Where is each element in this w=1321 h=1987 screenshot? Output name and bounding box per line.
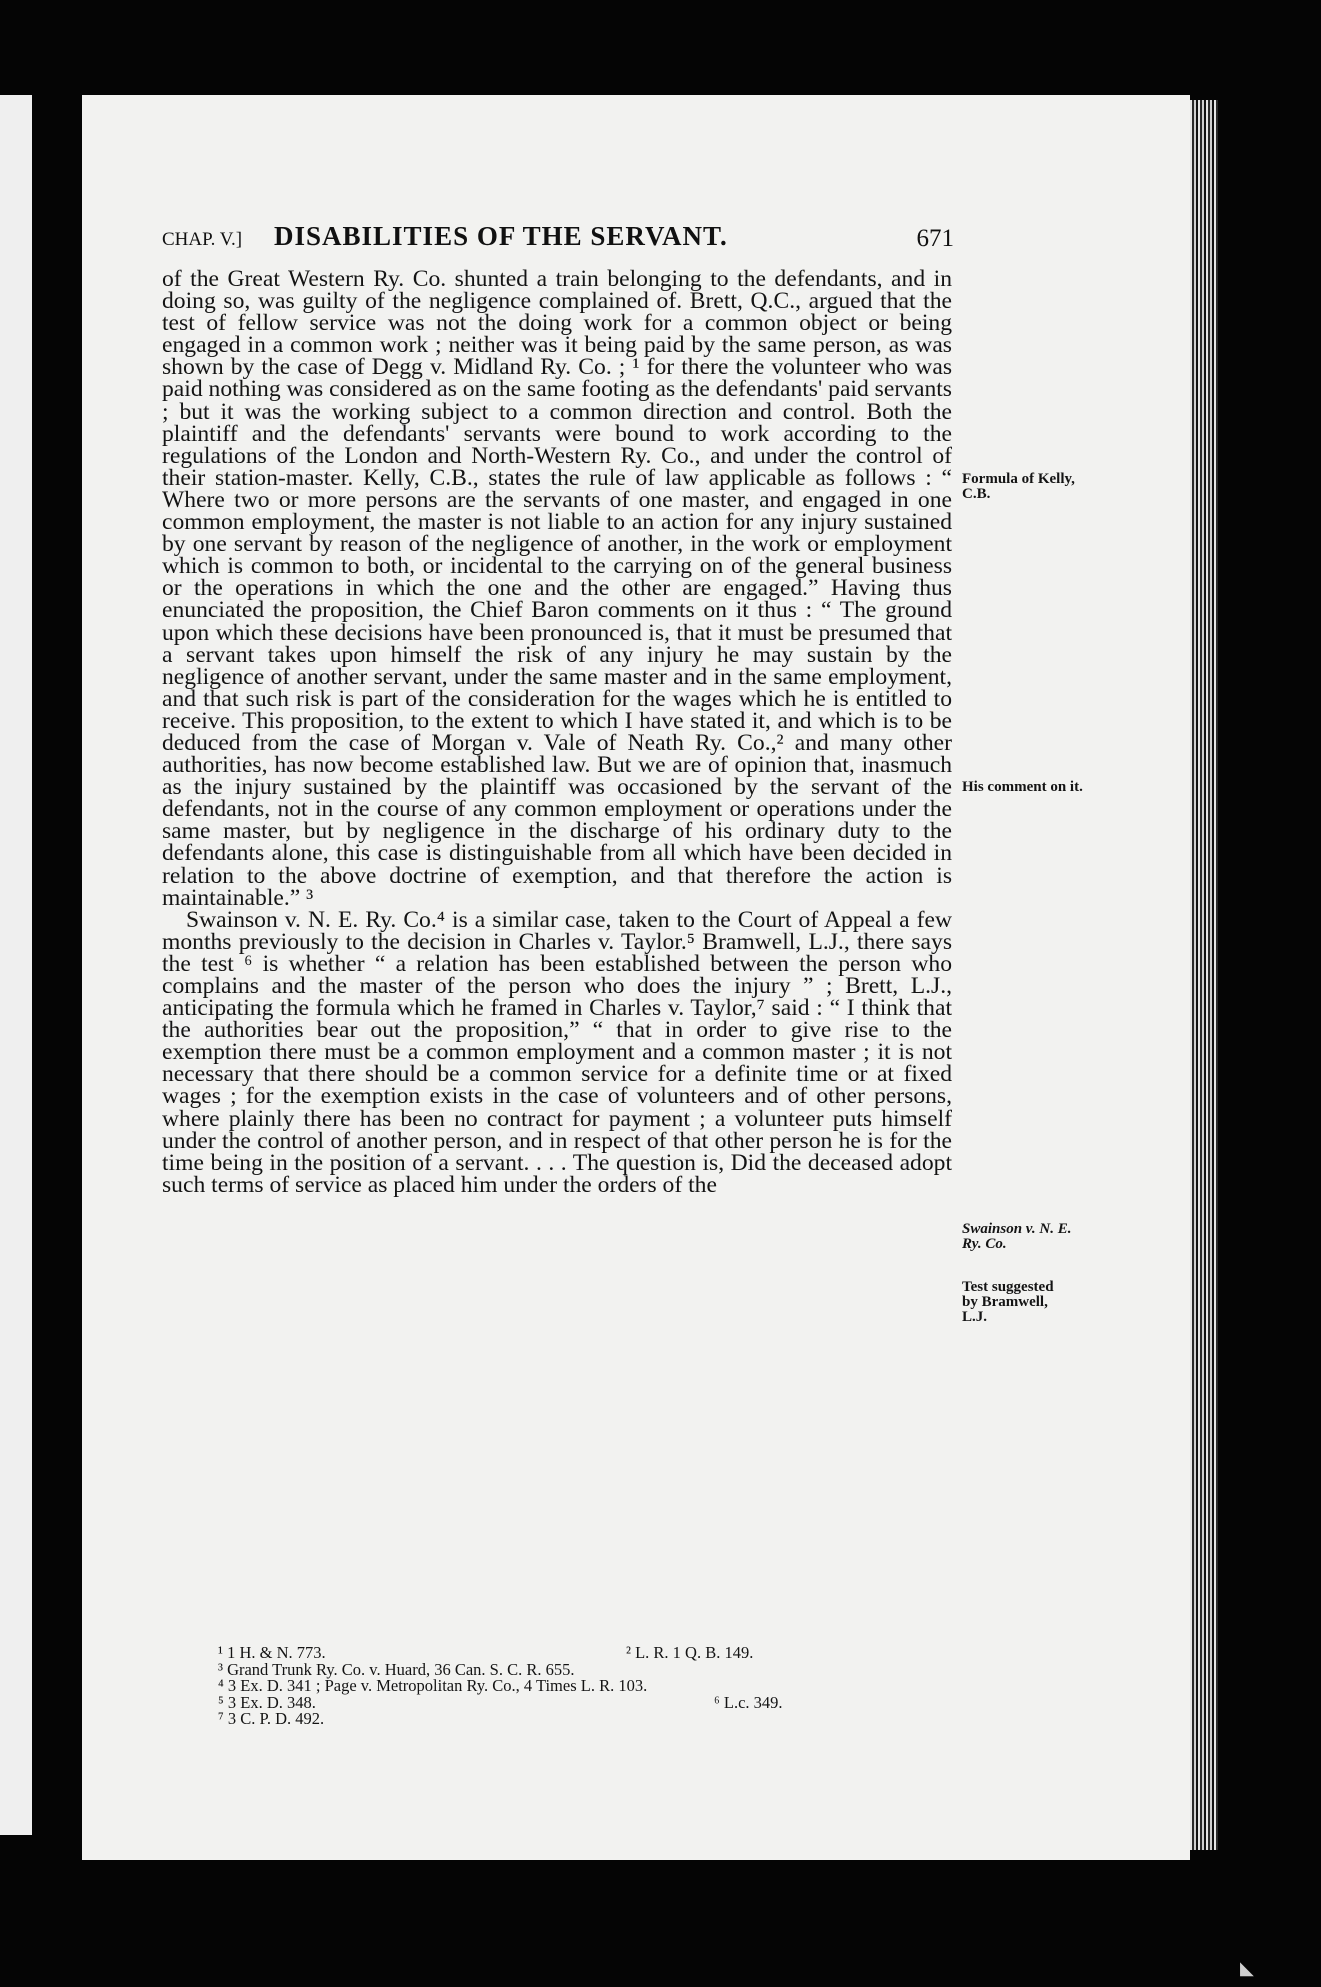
page-stack-edge bbox=[1190, 100, 1218, 1850]
footnote: ² L. R. 1 Q. B. 149. bbox=[626, 1643, 754, 1662]
footnotes bbox=[218, 1645, 838, 1728]
paragraph: Swainson v. N. E. Ry. Co.⁴ is a similar case, taken to the Court of Appeal a few months previously to the decision in Charles v. Taylor.⁵ Bramwell, L.J., there says the test ⁶ is whether “ a relation has been established between the person who complains and the master of the person who does the injury ” ; Brett, L.J., anticipating the formula which he framed in Charles v. Taylor,⁷ said : “ I think that the authorities bear out the proposition,” “ that in order to give rise to the exemption there must be a common employment and a common master ; it is not necessary that there should be a common service for a definite time or at fixed wages ; for the exemption exists in the case of volunteers and of other persons, where plainly there has been no contract for payment ; a volunteer puts himself under the control of another person, and in respect of that other person he is for the time being in the position of a servant. . . . The question is, Did the deceased adopt such terms of service as placed him under the orders of the bbox=[162, 906, 952, 1198]
body-text bbox=[162, 268, 952, 1196]
footnote: ¹ 1 H. & N. 773. bbox=[218, 1643, 326, 1662]
adjacent-page-edge bbox=[0, 95, 32, 1835]
footnote: ⁴ 3 Ex. D. 341 ; Page v. Metropolitan Ry. Co., 4 Times L. R. 103. bbox=[218, 1676, 648, 1695]
chapter-label: CHAP. V.] bbox=[162, 229, 243, 250]
margin-note: Test suggested by Bramwell, L.J. bbox=[962, 1279, 1054, 1325]
footnote: ⁶ L.c. 349. bbox=[714, 1692, 783, 1712]
footnote: ⁵ 3 Ex. D. 348. bbox=[218, 1692, 316, 1712]
margin-note: Swainson v. N. E. Ry. Co. bbox=[962, 1221, 1072, 1252]
footnote: ³ Grand Trunk Ry. Co. v. Huard, 36 Can. S. C. R. 655. bbox=[218, 1659, 575, 1679]
paragraph: of the Great Western Ry. Co. shunted a train belonging to the defendants, and in doing so, was guilty of the negligence complained of. Brett, Q.C., argued that the test of fellow service was not the doing work for a common object or being engaged in a common work ; neither was it being paid by the same person, as was shown by the case of Degg v. Midland Ry. Co. ; ¹ for there the volunteer who was paid nothing was considered as on the same footing as the defendants' paid servants ; but it was the working subject to a common direction and control. Both the plaintiff and the defendants' servants were bound to work according to the regulations of the London and North-Western Ry. Co., and under the control of their station-master. Kelly, C.B., states the rule of law applicable as follows : “ Where two or more persons are the servants of one master, and engaged in one common employment, the master is not liable to an action for any injury sustained by one servant by reason of the negligence of another, in the work or employment which is common to both, or incidental to the carrying on of the general business or the operations in which the one and the other are engaged.” Having thus enunciated the proposition, the Chief Baron comments on it thus : “ The ground upon which these decisions have been pronounced is, that it must be presumed that a servant takes upon himself the risk of any injury he may sustain by the negligence of another servant, under the same master and in the same employment, and that such risk is part of the consideration for the wages which he is entitled to receive. This proposition, to the extent to which I have stated it, and which is to be deduced from the case of Morgan v. Vale of Neath Ry. Co.,² and many other authorities, has now become established law. But we are of opinion that, inasmuch as the injury sustained by the plaintiff was occasioned by the servant of the defendants, not in the course of any common employment or operations under the same master, but by negligence in the discharge of his ordinary duty to the defendants alone, this case is distinguishable from all which have been decided in relation to the above doctrine of exemption, and that therefore the action is maintainable.” ³ bbox=[162, 266, 952, 911]
scan-corner-mark: ◣ bbox=[1240, 1958, 1254, 1978]
running-header bbox=[162, 221, 954, 261]
page-number: 671 bbox=[916, 225, 954, 252]
running-title: DISABILITIES OF THE SERVANT. bbox=[274, 221, 728, 251]
footnote: ⁷ 3 C. P. D. 492. bbox=[218, 1709, 325, 1728]
footnote-row bbox=[218, 1711, 838, 1728]
margin-note: His comment on it. bbox=[962, 779, 1083, 795]
margin-note: Formula of Kelly, C.B. bbox=[962, 471, 1075, 502]
